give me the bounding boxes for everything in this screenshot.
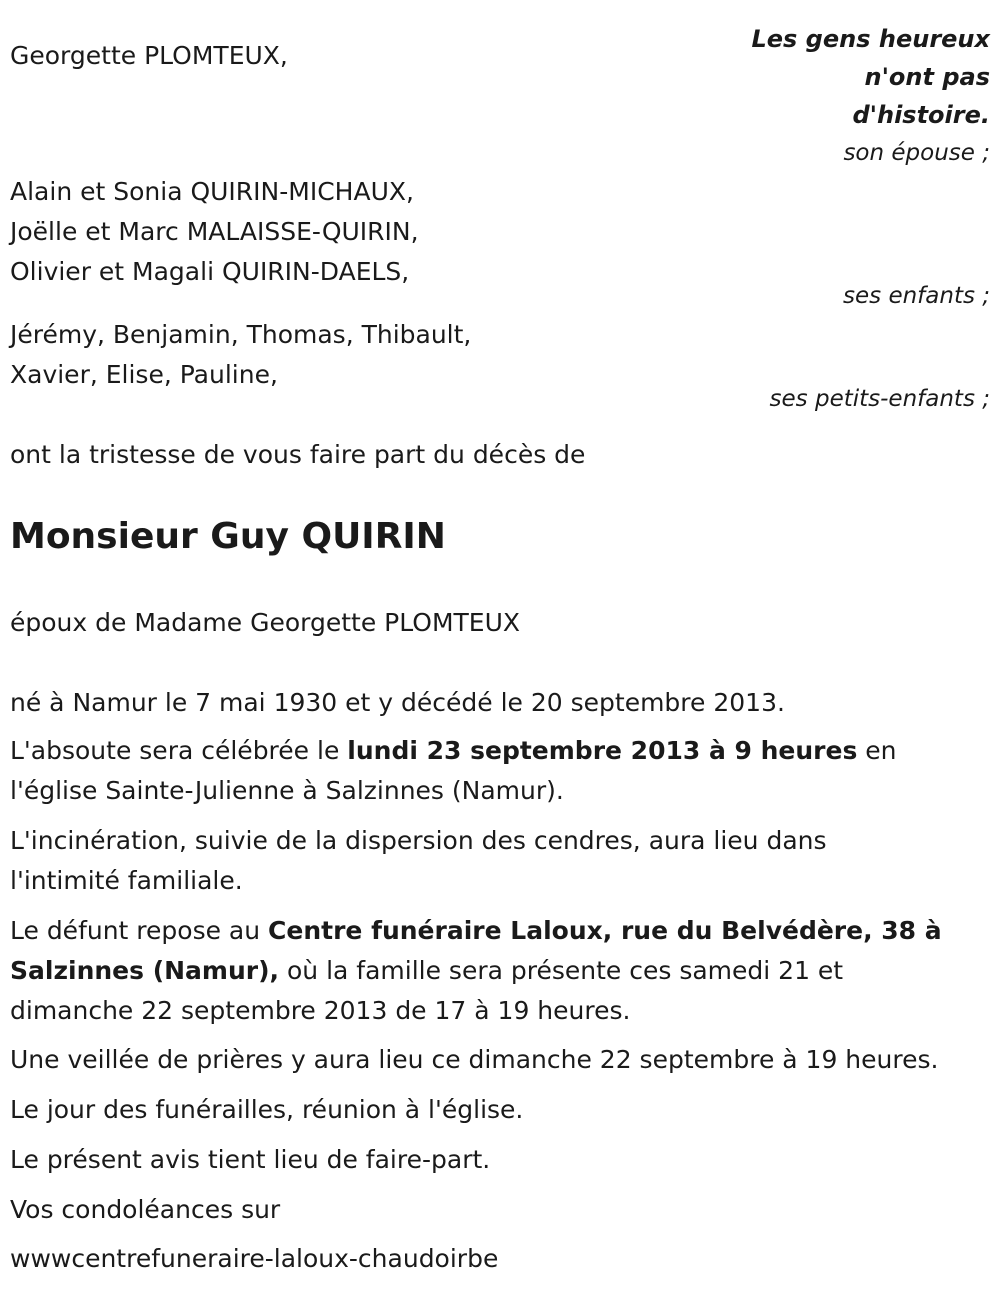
condolences-site: wwwcentrefuneraire-laloux-chaudoirbe	[10, 1244, 499, 1273]
repose-place-1: Centre funéraire Laloux, rue du Belvédère, 38 à	[268, 916, 942, 945]
condolences-label: Vos condoléances sur	[10, 1195, 281, 1224]
spouse-name: Georgette PLOMTEUX,	[10, 41, 288, 70]
repose-place-2: Salzinnes (Namur),	[10, 956, 280, 985]
cremation-line-2: l'intimité familiale.	[10, 866, 243, 895]
quote-line-2: n'ont pas	[864, 63, 990, 91]
grandchild-line-2: Xavier, Elise, Pauline,	[10, 360, 278, 389]
cremation-line-1: L'incinération, suivie de la dispersion des cendres, aura lieu dans	[10, 826, 827, 855]
ceremony-line-2: l'église Sainte-Julienne à Salzinnes (Namur).	[10, 776, 564, 805]
vigil: Une veillée de prières y aura lieu ce dimanche 22 septembre à 19 heures.	[10, 1045, 939, 1074]
child-line-1: Alain et Sonia QUIRIN-MICHAUX,	[10, 177, 414, 206]
quote-line-3: d'histoire.	[852, 101, 990, 129]
ceremony-suffix: en	[857, 736, 897, 765]
ceremony-line-1	[10, 731, 897, 771]
grandchildren-role: ses petits-enfants ;	[769, 386, 990, 412]
quote-line-1: Les gens heureux	[751, 25, 990, 53]
ceremony-datetime: lundi 23 septembre 2013 à 9 heures	[347, 736, 858, 765]
grandchild-line-1: Jérémy, Benjamin, Thomas, Thibault,	[10, 320, 472, 349]
funeral-day: Le jour des funérailles, réunion à l'église.	[10, 1095, 524, 1124]
birth-death: né à Namur le 7 mai 1930 et y décédé le 20 septembre 2013.	[10, 688, 785, 717]
repose-line-2	[10, 951, 843, 991]
repose-suffix: où la famille sera présente ces samedi 21 et	[279, 956, 844, 985]
deceased-spouse-of: époux de Madame Georgette PLOMTEUX	[10, 608, 521, 637]
announcement: ont la tristesse de vous faire part du décès de	[10, 440, 586, 469]
child-line-2: Joëlle et Marc MALAISSE-QUIRIN,	[10, 217, 419, 246]
children-role: ses enfants ;	[843, 283, 990, 309]
deceased-name: Monsieur Guy QUIRIN	[10, 516, 446, 557]
spouse-role: son épouse ;	[843, 140, 990, 166]
repose-line-1	[10, 911, 942, 951]
notice: Le présent avis tient lieu de faire-part.	[10, 1145, 491, 1174]
child-line-3: Olivier et Magali QUIRIN-DAELS,	[10, 257, 410, 286]
repose-prefix: Le défunt repose au	[10, 916, 269, 945]
repose-line-3: dimanche 22 septembre 2013 de 17 à 19 heures.	[10, 996, 631, 1025]
ceremony-prefix: L'absoute sera célébrée le	[10, 736, 348, 765]
